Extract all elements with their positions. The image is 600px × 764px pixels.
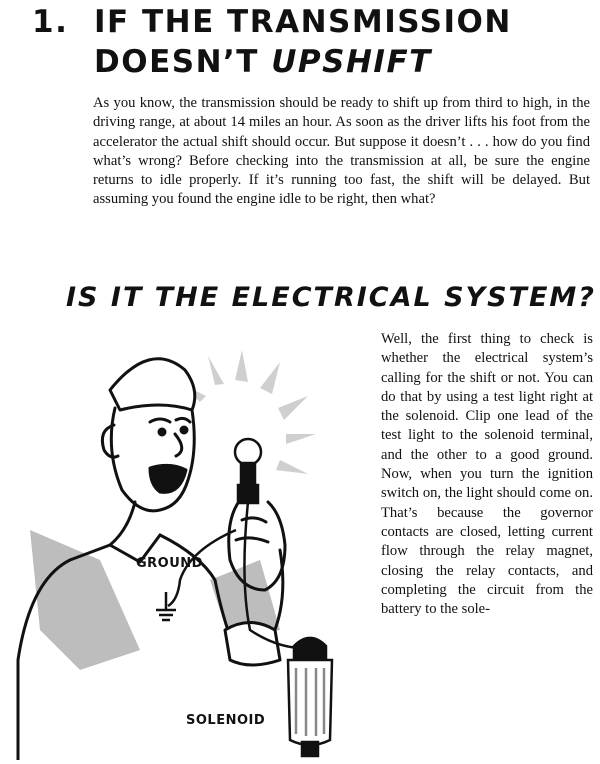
test-light-bulb xyxy=(235,439,261,503)
ground-symbol xyxy=(156,592,176,620)
heading-line-1: IF THE TRANSMISSION xyxy=(94,4,512,40)
intro-paragraph: As you know, the transmission should be ready to shift up from third to high, in the driving range, at about 14 miles an hour. As soon as the driver lifts his foot from the accelerator the actual shift should occur. But suppose it doesn’t . . . how do you find what’s wrong? Before checking into the transmission at all, be sure the engine returns to idle properly. If it’s running too fast, the shift will be delayed. But assuming you found the engine idle to be right, then what? xyxy=(93,95,590,208)
solenoid-device xyxy=(288,638,332,756)
ground-label: GROUND xyxy=(136,556,203,571)
body-paragraph: Well, the first thing to check is whether the electrical system’s calling for the shift or not. You can do that by using a test light right at the solenoid. Clip one lead of the test light to the solenoid terminal, and the other to a good ground. Now, when you turn the ignition switch on, the light should come on. That’s because the governor contacts are closed, letting current flow through the relay magnet, closing the relay contacts, and completing the circuit from the battery to the sole- xyxy=(381,331,593,618)
section-subheading: IS IT THE ELECTRICAL SYSTEM? xyxy=(66,282,596,313)
heading-line-2-prefix: DOESN’T xyxy=(94,44,272,80)
heading-emphasis: UPSHIFT xyxy=(271,44,432,80)
solenoid-label: SOLENOID xyxy=(186,713,266,728)
heading-line-2 xyxy=(94,42,432,82)
heading-number: 1. xyxy=(32,4,69,40)
mechanic-illustration xyxy=(10,330,378,760)
